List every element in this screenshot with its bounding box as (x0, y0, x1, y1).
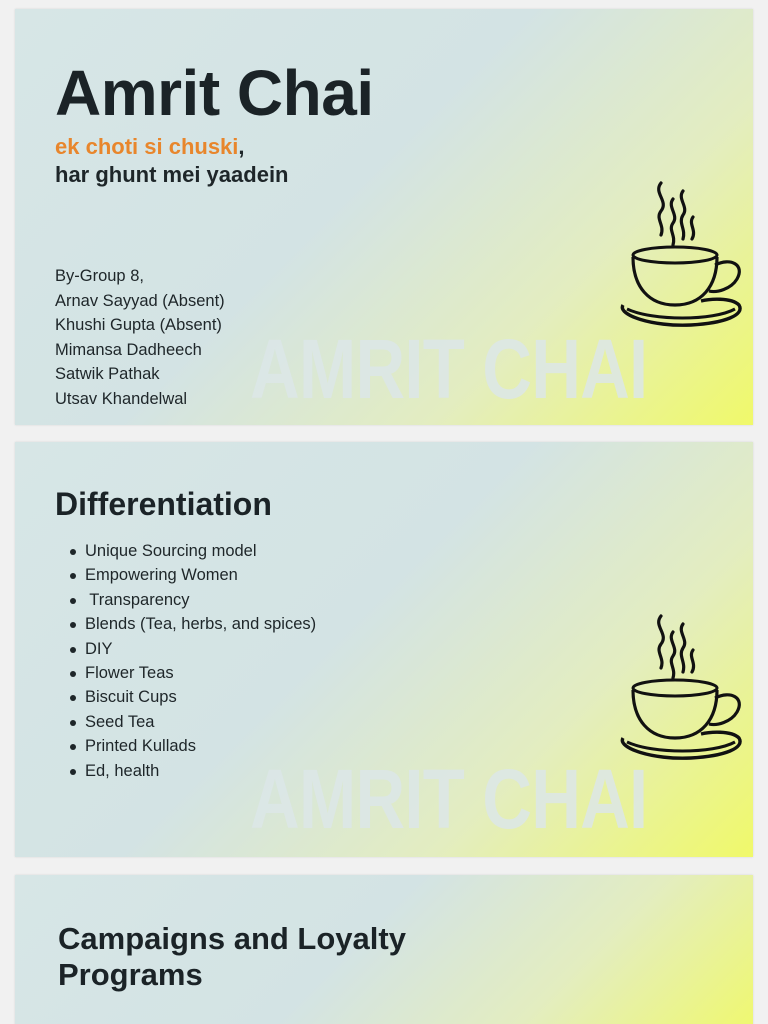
tagline-line-2: har ghunt mei yaadein (55, 162, 289, 187)
list-item: Unique Sourcing model (68, 539, 316, 563)
tagline-accent: ek choti si chuski (55, 134, 239, 159)
list-item: Blends (Tea, herbs, and spices) (68, 612, 316, 636)
list-item: Seed Tea (68, 710, 316, 734)
list-item: Transparency (68, 588, 316, 612)
bullet-list (68, 539, 316, 783)
author-line: Khushi Gupta (Absent) (55, 316, 222, 334)
list-item: Biscuit Cups (68, 685, 316, 709)
slide-title (15, 9, 753, 425)
tea-cup-icon (613, 610, 753, 770)
list-item: DIY (68, 637, 316, 661)
tea-cup-icon (613, 177, 753, 337)
list-item: Printed Kullads (68, 734, 316, 758)
section-title: Campaigns and Loyalty Programs (58, 921, 406, 992)
tagline-line-1 (55, 133, 289, 161)
slide-differentiation (15, 442, 753, 857)
list-item: Flower Teas (68, 661, 316, 685)
author-line: Mimansa Dadheech (55, 340, 202, 359)
slide-campaigns (15, 875, 753, 1024)
author-list (55, 264, 225, 411)
author-line: Arnav Sayyad (Absent) (55, 291, 225, 310)
list-item: Ed, health (68, 759, 316, 783)
author-line: Satwik Pathak (55, 365, 160, 383)
tagline (55, 133, 289, 189)
section-title: Differentiation (55, 486, 272, 522)
list-item: Empowering Women (68, 563, 316, 587)
tagline-comma: , (238, 134, 245, 159)
author-line: By-Group 8, (55, 267, 144, 285)
author-line: Utsav Khandelwal (55, 389, 188, 408)
watermark-text: AMRIT CHAI (250, 752, 648, 846)
brand-title: Amrit Chai (55, 57, 374, 129)
watermark-text: AMRIT CHAI (250, 322, 648, 416)
